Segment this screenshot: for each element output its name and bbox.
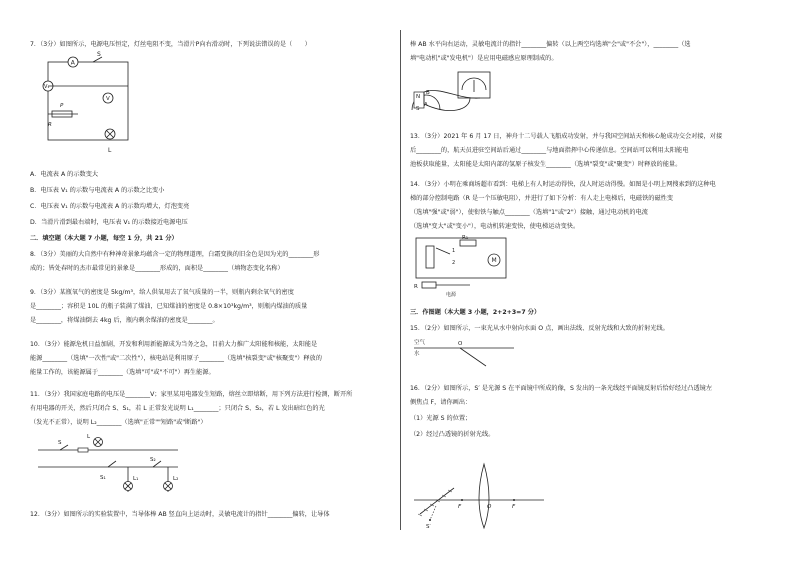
q14-line-4: （选填"变大"或"变小"），电动机转速变快，使电梯运动变快。 — [410, 223, 580, 230]
q9-line-3: 是________，将煤油倒去 4kg 后，瓶内剩余煤油的密度是________。 — [30, 317, 219, 324]
q11-household-circuit-figure — [38, 432, 188, 502]
plane-mirror — [420, 488, 454, 514]
fig-label-A: A — [424, 102, 428, 108]
q13-line-2: 后________的，航天员进驻空间站后通过________与地面指挥中心传递信息。空间站可以利用太阳能电 — [410, 147, 689, 154]
q11-line-2: 有用电器的开关，然后只闭合 S、S₁，若 L 正常发光说明 L₁________；只闭合 S、S₂，若 L 发出暗红色的光 — [30, 405, 325, 412]
section-drawing-heading: 三．作图题（本大题 3 小题，2+2+3=7 分） — [410, 309, 541, 316]
column-divider — [400, 30, 401, 530]
q11-line-3: （发光不正常），说明 L₂________（选填"正常""短路"或"断路"） — [30, 419, 207, 426]
fig-label-L2: L₂ — [173, 476, 179, 482]
fig-label-R: R — [48, 122, 52, 128]
q16-line-2: 侧焦点 F，请你画出： — [410, 399, 472, 406]
q16-sub-2: （2）经过凸透镜的折射光线。 — [410, 431, 495, 438]
fig-label-O: O — [487, 504, 492, 510]
fig-label-F-right: F — [512, 504, 516, 510]
q12-cont-line-2: 填"电动机"或"发电机"）是应用电磁感应原理制成的。 — [410, 55, 558, 62]
q9-line-1: 9．（3分）某瓶氧气的密度是 5kg/m³，给人供氧用去了氧气质量的一半，则瓶内剩余氧气的密度 — [30, 289, 294, 296]
fig-label-1: 1 — [452, 248, 456, 254]
fig-label-S: S — [97, 51, 101, 58]
q12-induction-figure — [410, 70, 520, 118]
fig-label-N: N — [416, 94, 421, 100]
fig-label-2: 2 — [452, 260, 456, 266]
section-fill-in-blank-heading: 二．填空题（本大题 7 小题，每空 1 分，共 21 分） — [30, 235, 178, 242]
fig-label-L1: L₁ — [133, 476, 139, 482]
q8-line-1: 8．（3分）美丽的大自然中有种神奇景象均蕴含一定的物理道理，白霜变换的旧金色是因为光的________形 — [30, 251, 320, 258]
q12-cont-line-1: 棒 AB 水平向右运动，灵敏电流计的指针________偏转（以上两空均选填"会"或"不会"），________（选 — [410, 41, 691, 48]
q10-line-1: 10．（3分）能源危机日益加剧，开发和利用新能源成为当务之急，目前大力推广太阳能和核能，太阳能是 — [30, 341, 318, 348]
q16-lens-mirror-figure — [414, 444, 554, 528]
q10-line-3: 能量工作的，该能源属于________（选填"可"或"不可"）再生能源。 — [30, 369, 215, 376]
fig-label-air: 空气 — [414, 340, 426, 346]
fig-label-water: 水 — [414, 351, 420, 357]
incident-ray — [460, 348, 486, 366]
q12-line-1: 12．（3分）如图所示的实验装置中，当导体棒 AB 竖直向上运动时，灵敏电流计的指针________偏转，让导体 — [30, 511, 330, 518]
fig-label-L: L — [108, 147, 112, 154]
q14-line-3: （选填"强"或"弱"），使衔铁与触点________（选填"1"或"2"）接触，通过电动机的电流 — [410, 209, 648, 216]
fig-label-S: S — [416, 106, 420, 112]
fig-label-power: 电源 — [446, 292, 457, 298]
q11-line-1: 11．（3分）我国家庭电路的电压是________V；家里某用电器发生短路，熔丝立即熔断，用下列方法进行检测，断开所 — [30, 391, 353, 398]
fig-label-P: P — [60, 103, 64, 109]
q7-option-a: A．电流表 A 的示数变大 — [30, 171, 99, 178]
q7-stem: 7．（3分）如图所示，电源电压恒定，灯丝电阻不变，当滑片P向右滑动时，下列说法错误的是（ ） — [30, 41, 311, 48]
q8-line-2: 成的；皆处春时的杰市最常见的景象是________形成的，面积是________（填物态变化名称） — [30, 265, 284, 272]
q13-line-3: 池板获取能量，太阳能是太阳内部的氢原子核发生________（选填"裂变"或"聚变"）时释放的能量。 — [410, 161, 682, 168]
q16-line-1: 16．（2分）如图所示，S′ 是光源 S 在平面镜中所成的像，S 发出的一条光线经平面镜反射后恰好经过凸透镜左 — [410, 385, 713, 392]
fig-label-L: L — [87, 434, 91, 440]
fig-label-S1: S₁ — [100, 475, 106, 481]
q7-option-b: B．电压表 V₁ 的示数与电流表 A 的示数之比变小 — [30, 187, 165, 194]
pressure-resistor-icon — [422, 282, 436, 288]
fig-label-R: R — [414, 284, 418, 290]
fig-label-M: M — [491, 257, 497, 265]
fig-label-O: O — [458, 341, 463, 347]
q10-line-2: 能源________（选填"一次性"或"二次性"），核电站是利用原子________（选填"核裂变"或"核聚变"）释放的 — [30, 355, 322, 362]
q15-stem: 15．（2分）如图所示，一束光从水中射向水面 O 点，画出法线、反射光线和大致的折射光线。 — [410, 325, 669, 332]
q14-line-1: 14．（3分）小明在乘商场超市看到：电梯上有人时运动得快，没人时运动得慢。如图是小明上网搜索到的这种电 — [410, 181, 716, 188]
fig-label-V1: V₁ — [44, 84, 50, 90]
q16-sub-1: （1）光源 S 的位置； — [410, 415, 472, 422]
q14-line-2: 梯的部分控制电路（R 是一个压敏电阻），并进行了如下分析：有人走上电梯后，电磁铁的磁性变 — [410, 195, 674, 202]
fig-label-S2: S₂ — [150, 457, 156, 463]
q7-option-c: C．电压表 V₁ 的示数与电流表 A 的示数均增大，灯泡变亮 — [30, 203, 190, 210]
q14-elevator-circuit-figure — [410, 236, 520, 298]
fig-label-R1: R₁ — [462, 235, 469, 241]
fig-label-S: S — [58, 440, 62, 446]
fuse-icon — [78, 448, 88, 452]
q7-option-d: D．当滑片滑到最右端时，电压表 V₁ 的示数接近电源电压 — [30, 219, 188, 226]
fig-label-A: A — [70, 59, 75, 67]
fig-label-S-prime: S′ — [426, 524, 431, 530]
fig-label-F-left: F — [458, 504, 462, 510]
q15-refraction-figure — [414, 338, 524, 368]
fig-label-V: V — [106, 96, 110, 102]
q7-circuit-figure — [38, 51, 148, 154]
electromagnet-icon — [426, 246, 434, 268]
convex-lens-icon — [479, 464, 489, 528]
q13-line-1: 13．（3分）2021 年 6 月 17 日，神舟十二号载人飞船成功发射，并与我国空间站天和核心舱成功交会对接，对接 — [410, 133, 723, 140]
q9-line-2: 是________；容积是 10L 的瓶子装满了煤油，已知煤油的密度是 0.8×10³kg/m³，则瓶内煤油的质量 — [30, 303, 308, 310]
fig-label-B: B — [426, 90, 430, 96]
